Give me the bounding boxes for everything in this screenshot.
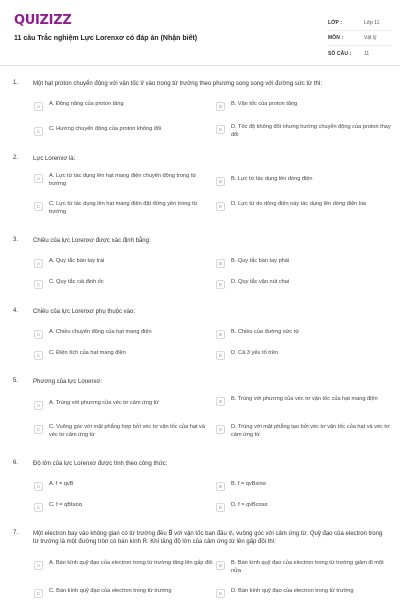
option-text: B. Vận tốc của proton tăng bbox=[231, 101, 298, 107]
option-text: C. Điện tích của hạt mang điện bbox=[49, 350, 126, 356]
option-letter-box: C bbox=[34, 202, 43, 211]
option-text: A. Quy tắc bàn tay trái bbox=[49, 258, 105, 264]
option-text: C. Bán kính quỹ đạo của electron trong từ trường bbox=[49, 588, 172, 594]
option-text: D. Quy tắc vặn nút chai bbox=[231, 279, 290, 285]
option-text: A. Trùng với phương của véc tơ cảm ứng từ bbox=[49, 400, 159, 406]
answer-option-d[interactable] bbox=[216, 201, 392, 211]
question-text: Một hạt proton chuyển động với vận tốc v⃗ vào trong từ trường theo phương song song với đường sức từ thì: bbox=[33, 81, 323, 87]
question-text: Độ lớn của lực Lorenxơ được tính theo công thức: bbox=[33, 461, 168, 467]
answer-option-b[interactable] bbox=[216, 258, 392, 268]
option-text: D. Tốc độ không đổi nhưng hướng chuyển động của proton thay đổi bbox=[231, 124, 391, 138]
answer-option-b[interactable] bbox=[216, 329, 392, 339]
answer-option-b[interactable] bbox=[216, 101, 392, 111]
option-letter-box: A bbox=[34, 401, 43, 410]
answer-option-c[interactable] bbox=[34, 279, 214, 289]
option-letter-box: B bbox=[216, 102, 225, 111]
option-letter-box: A bbox=[34, 482, 43, 491]
answer-option-a[interactable] bbox=[34, 258, 214, 268]
option-text: B. Chiều của đường sức từ bbox=[231, 329, 300, 335]
answer-option-a[interactable] bbox=[34, 481, 214, 491]
worksheet-header bbox=[0, 0, 400, 66]
answer-option-c[interactable] bbox=[34, 588, 214, 598]
answer-option-d[interactable] bbox=[216, 350, 392, 360]
worksheet-meta bbox=[328, 16, 392, 61]
option-text: C. f = qBtanα bbox=[49, 502, 82, 508]
option-letter-box: B bbox=[216, 482, 225, 491]
answer-option-a[interactable] bbox=[34, 560, 214, 570]
option-letter-box: A bbox=[34, 561, 43, 570]
option-text: B. Quy tắc bàn tay phải bbox=[231, 258, 290, 264]
question-text: Phương của lực Lorenxơ: bbox=[33, 379, 102, 385]
option-letter-box: A bbox=[34, 102, 43, 111]
option-letter-box: C bbox=[34, 351, 43, 360]
option-text: C. Lực từ tác dụng lên hạt mang điện đặt đứng yên trong từ trường bbox=[49, 201, 198, 215]
answer-option-b[interactable] bbox=[216, 560, 392, 575]
meta-label: MÔN : bbox=[328, 35, 344, 41]
answer-option-d[interactable] bbox=[216, 502, 392, 512]
answer-option-d[interactable] bbox=[216, 124, 392, 139]
question-text: Một electron bay vào không gian có từ trường đều B⃗ với vận tốc ban đầu v⃗₀ vuông góc với cảm ứng từ. Quỹ đạo của electron trong từ trường là một đường tròn có bán kính R. Khi tăng độ lớn của cảm ứng từ lên gấp đôi thì: bbox=[33, 531, 383, 545]
option-letter-box: A bbox=[34, 259, 43, 268]
answer-option-a[interactable] bbox=[34, 101, 214, 111]
option-letter-box: C bbox=[34, 280, 43, 289]
option-letter-box: D bbox=[216, 125, 225, 134]
question-text: Chiều của lực Lorenxơ được xác định bằng: bbox=[33, 238, 151, 244]
question-number: 5. bbox=[13, 378, 19, 384]
answer-option-a[interactable] bbox=[34, 173, 214, 188]
answer-option-a[interactable] bbox=[34, 329, 214, 339]
option-letter-box: B bbox=[216, 561, 225, 570]
answer-option-d[interactable] bbox=[216, 424, 392, 439]
option-letter-box: B bbox=[216, 397, 225, 406]
option-letter-box: C bbox=[34, 425, 43, 434]
answer-option-b[interactable] bbox=[216, 481, 392, 491]
option-letter-box: C bbox=[34, 589, 43, 598]
meta-row-class bbox=[328, 16, 392, 31]
option-letter-box: C bbox=[34, 503, 43, 512]
option-text: B. Bán kính quỹ đạo của electron trong từ trường giảm đi một nửa bbox=[231, 560, 384, 574]
option-text: A. f = qvB bbox=[49, 481, 74, 487]
answer-option-d[interactable] bbox=[216, 588, 392, 598]
option-letter-box: D bbox=[216, 589, 225, 598]
option-text: B. Lực từ tác dụng lên dòng điện bbox=[231, 176, 313, 182]
option-letter-box: D bbox=[216, 351, 225, 360]
meta-value: 11 bbox=[364, 50, 370, 57]
meta-label: SỐ CÂU : bbox=[328, 50, 352, 57]
question-number: 2. bbox=[13, 155, 19, 161]
option-letter-box: D bbox=[216, 425, 225, 434]
quizizz-logo: QUIZIZZ bbox=[14, 13, 72, 28]
question-text: Lực Lorenxơ là: bbox=[33, 156, 76, 162]
question-number: 3. bbox=[13, 237, 19, 243]
meta-label: LỚP : bbox=[328, 20, 343, 26]
answer-option-c[interactable] bbox=[34, 126, 214, 136]
question-number: 7. bbox=[13, 530, 19, 536]
meta-row-count bbox=[328, 46, 392, 61]
answer-option-d[interactable] bbox=[216, 279, 392, 289]
question-number: 1. bbox=[13, 80, 19, 86]
option-text: C. Quy tắc cái đinh ốc bbox=[49, 279, 104, 285]
worksheet-title: 11 câu Trắc nghiệm Lực Lorenxơ có đáp án (Nhận biết) bbox=[14, 35, 198, 42]
option-text: D. f = qvBcosα bbox=[231, 502, 268, 508]
option-letter-box: B bbox=[216, 177, 225, 186]
option-text: A. Lực từ tác dụng lên hạt mang điện chuyển động trong từ trường bbox=[49, 173, 197, 187]
option-letter-box: C bbox=[34, 127, 43, 136]
option-letter-box: B bbox=[216, 330, 225, 339]
option-text: C. Hướng chuyển động của proton không đổi bbox=[49, 126, 162, 132]
meta-row-subject bbox=[328, 31, 392, 46]
option-text: A. Bán kính quỹ đạo của electron trong từ trường tăng lên gấp đôi bbox=[49, 560, 213, 566]
option-text: D. Cả 3 yếu tố trên bbox=[231, 350, 278, 356]
option-text: D. Lực từ do dòng điện này tác dụng lên dòng điện kia bbox=[231, 201, 366, 207]
option-text: A. Động năng của proton tăng bbox=[49, 101, 124, 107]
answer-option-a[interactable] bbox=[34, 400, 214, 410]
option-letter-box: A bbox=[34, 330, 43, 339]
option-letter-box: D bbox=[216, 202, 225, 211]
answer-option-c[interactable] bbox=[34, 502, 214, 512]
option-text: A. Chiều chuyển động của hạt mang điện bbox=[49, 329, 152, 335]
option-text: D. Trùng với mặt phẳng tạo bởi véc tơ vận tốc của hạt và véc tơ cảm ứng từ bbox=[231, 424, 390, 438]
question-number: 4. bbox=[13, 308, 19, 314]
option-letter-box: D bbox=[216, 503, 225, 512]
option-text: B. Trùng với phương của véc tơ vận tốc của hạt mang điện bbox=[231, 396, 378, 402]
meta-value: Vật lý bbox=[364, 35, 377, 41]
answer-option-c[interactable] bbox=[34, 350, 214, 360]
meta-value: Lớp 11 bbox=[364, 20, 380, 26]
answer-option-c[interactable] bbox=[34, 201, 214, 216]
answer-option-c[interactable] bbox=[34, 424, 214, 439]
option-letter-box: A bbox=[34, 174, 43, 183]
option-text: C. Vuông góc với mặt phẳng hợp bởi véc tơ vận tốc của hạt và véc tơ cảm ứng từ bbox=[49, 424, 205, 438]
question-text: Chiều của lực Lorenxơ phụ thuộc vào: bbox=[33, 309, 136, 315]
option-text: B. f = qvBsinα bbox=[231, 481, 266, 487]
option-letter-box: D bbox=[216, 280, 225, 289]
answer-option-b[interactable] bbox=[216, 176, 392, 186]
answer-option-b[interactable] bbox=[216, 396, 392, 406]
option-letter-box: B bbox=[216, 259, 225, 268]
option-text: D. Bán kính quỹ đạo của electron trong từ trường bbox=[231, 588, 354, 594]
question-number: 6. bbox=[13, 460, 19, 466]
